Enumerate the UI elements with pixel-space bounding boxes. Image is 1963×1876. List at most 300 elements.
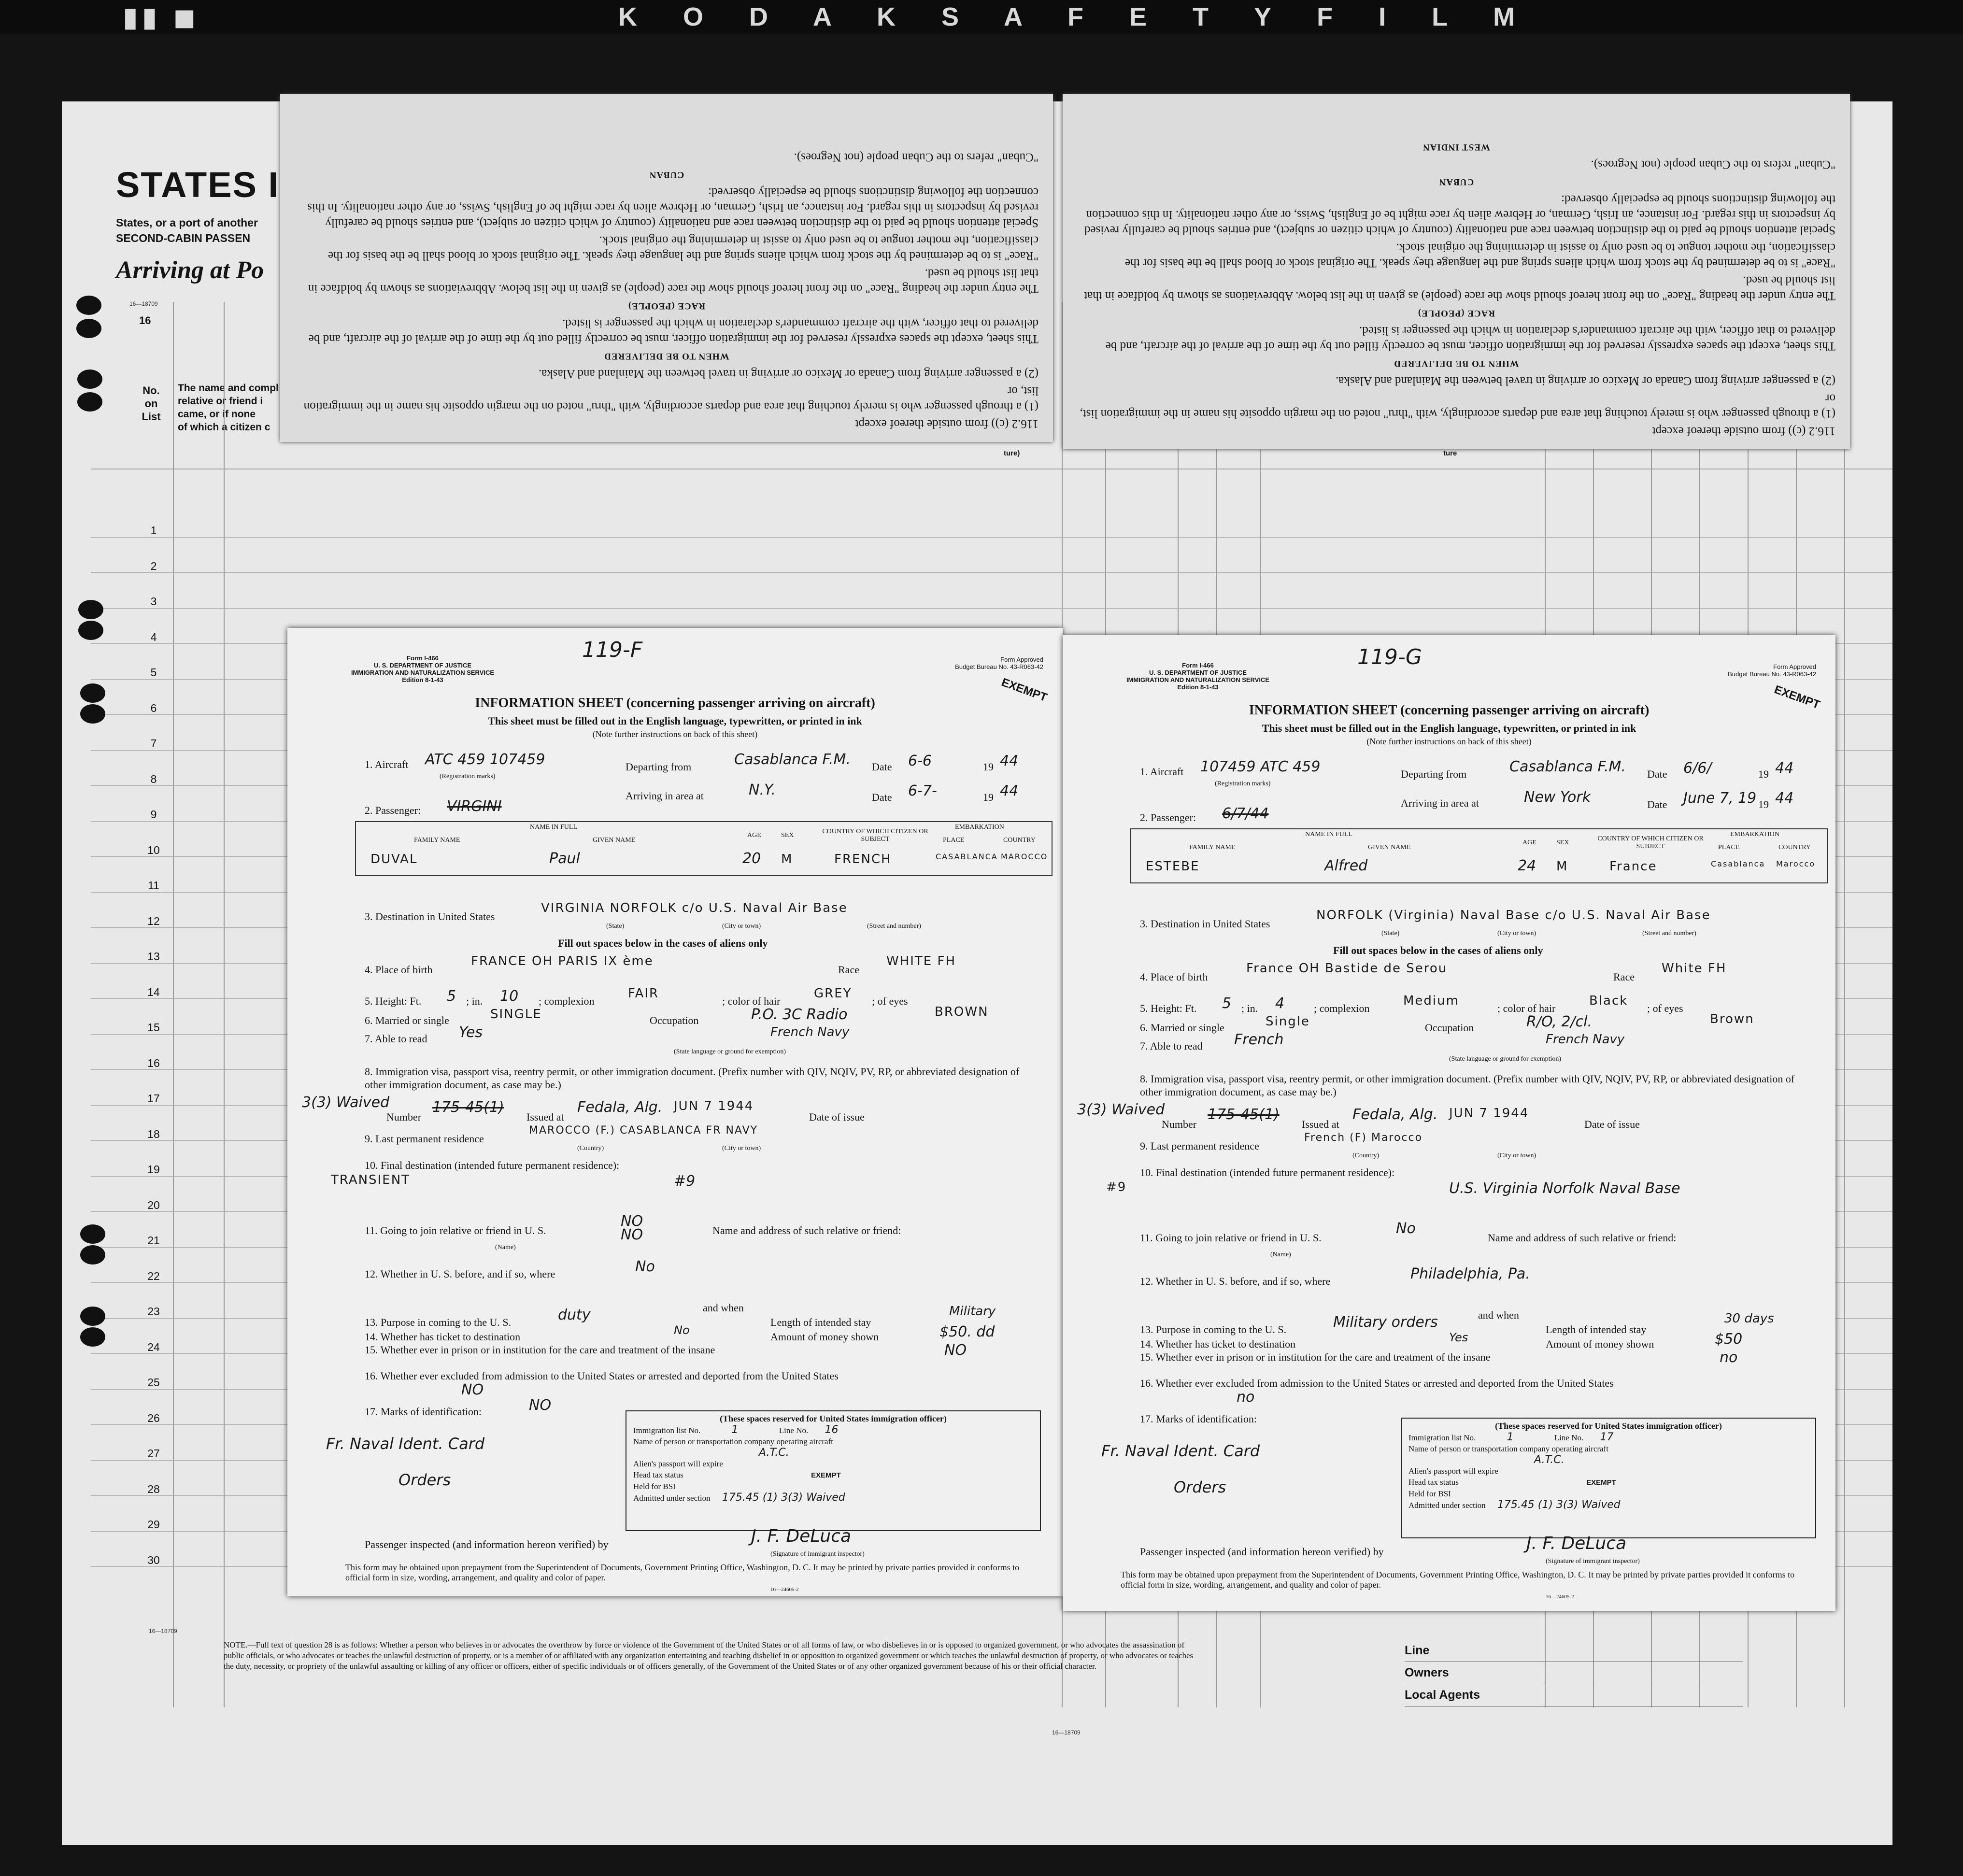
sheet-subtitle: This sheet must be filled out in the English language, typewritten, or printed in ink bbox=[1262, 722, 1636, 734]
punch-hole bbox=[80, 1327, 105, 1347]
row-number: 19 bbox=[147, 1163, 160, 1176]
flipped-instructions-left bbox=[280, 94, 1053, 442]
notice-text: (1) a through passenger who is merely touching that area and departs accordingly, with "thru" noted on the margin opposite his name in the immigration list, or bbox=[1080, 392, 1835, 420]
visa-date-stamp: JUN 7 1944 bbox=[1449, 1106, 1529, 1121]
visa-number-value: 175-45(1) bbox=[432, 1099, 504, 1116]
money-label: Amount of money shown bbox=[1546, 1338, 1654, 1350]
form-footer: This form may be obtained upon prepayment from the Superintendent of Documents, Government Printing Office, Washington, D. C. It may be printed by private parties provided it conforms to official form in size, wording, arrangement, and quality and color of paper. bbox=[1121, 1570, 1795, 1590]
registration-marks-caption: (Registration marks) bbox=[440, 773, 496, 780]
notice-heading: CUBAN bbox=[1438, 177, 1474, 187]
married-label: 6. Married or single bbox=[1140, 1022, 1224, 1034]
arriving-label: Arriving in area at bbox=[1401, 797, 1479, 809]
local-agents-field: Local Agents bbox=[1405, 1684, 1743, 1706]
marks-note: Orders bbox=[398, 1471, 451, 1489]
arrival-date: 6-7- bbox=[908, 782, 937, 799]
visa-margin-note: 3(3) Waived bbox=[302, 1094, 390, 1111]
column-header: ture bbox=[1443, 449, 1457, 457]
race-value: WHITE FH bbox=[886, 954, 956, 968]
ticket-value: No bbox=[674, 1323, 690, 1337]
row-number: 25 bbox=[147, 1376, 160, 1389]
column-header: ture) bbox=[1004, 449, 1020, 457]
age-value: 24 bbox=[1518, 857, 1536, 874]
row-line bbox=[91, 537, 1892, 538]
money-value: $50 bbox=[1715, 1331, 1743, 1348]
owners-block bbox=[1405, 1640, 1743, 1706]
sheet-number: 119-G bbox=[1357, 645, 1422, 669]
line-no-value: 16 bbox=[825, 1424, 839, 1436]
birthplace-value: France OH Bastide de Serou bbox=[1246, 961, 1448, 976]
excluded-value: no bbox=[1237, 1389, 1255, 1406]
us-before-value: Philadelphia, Pa. bbox=[1410, 1265, 1530, 1282]
embark-country-value: Marocco bbox=[1776, 859, 1816, 868]
footer-number: 16—24605-2 bbox=[770, 1587, 799, 1592]
immigration-officer-box bbox=[626, 1410, 1041, 1531]
question-28-note: NOTE.—Full text of question 28 is as follows: Whether a person who believes in or advocates the overthrow by force or violence of the Government of the United States or of all forms of law, or who disbelieves in or is opposed to organized government, or who advocates the assassination of public officials, or who advocates or teaches the unlawful destruction of property, or is a member of or affiliated with any organization entertaining and teaching disbelief in or opposition to organized government or which teaches the unlawful destruction of property, or who advocates or teaches the duty, necessity, or propriety of the unlawful assaulting or killing of any officer or officers, either of specific individuals or of officers generally, of the Government of the United States or of any other organized government because of his or their official character. bbox=[224, 1640, 1194, 1671]
prison-value: no bbox=[1720, 1349, 1738, 1366]
visa-margin-note: 3(3) Waived bbox=[1077, 1101, 1165, 1118]
row-number: 13 bbox=[147, 950, 160, 963]
notice-heading: WHEN TO BE DELIVERED bbox=[1394, 358, 1519, 369]
line-no-label: Line No. bbox=[1554, 1433, 1584, 1442]
form-header bbox=[1125, 662, 1270, 691]
row-number: 12 bbox=[147, 914, 160, 927]
excluded-value: NO bbox=[461, 1381, 484, 1398]
embark-place-value: Casablanca bbox=[1711, 859, 1765, 868]
caption-language: (State language or ground for exemption) bbox=[674, 1048, 786, 1055]
citizen-value: France bbox=[1609, 859, 1657, 874]
visa-number-label: Number bbox=[386, 1111, 422, 1123]
approval-block bbox=[1728, 663, 1816, 678]
purpose-value: duty bbox=[558, 1307, 591, 1323]
imm-list-label: Immigration list No. bbox=[1408, 1433, 1476, 1442]
destination-value: VIRGINIA NORFOLK c/o U.S. Naval Air Base bbox=[541, 901, 848, 915]
imm-list-label: Immigration list No. bbox=[633, 1426, 701, 1435]
bsi-label: Held for BSI bbox=[1408, 1489, 1451, 1498]
relative-label: 11. Going to join relative or friend in U. S. bbox=[365, 1224, 546, 1236]
budget-number: Budget Bureau No. 43-R063-42 bbox=[1728, 670, 1816, 678]
aliens-only-heading: Fill out spaces below in the cases of aliens only bbox=[1333, 944, 1543, 956]
given-name-header: GIVEN NAME bbox=[1368, 844, 1411, 851]
notice-text: "Cuban" refers to the Cuban people (not Negroes). bbox=[1591, 158, 1835, 171]
notice-text: 116.2 (c)) from outside thereof except bbox=[855, 417, 1038, 430]
notice-text: This sheet, except the spaces expressly reserved for the immigration officer, must be correctly filled out by the time of the arrival of the aircraft, and be delivered to that officer, with the aircraft commander's declaration in which the passenger is listed. bbox=[308, 317, 1038, 345]
punch-hole bbox=[80, 683, 105, 703]
year-prefix: 19 bbox=[983, 761, 994, 773]
notice-heading: RACE (PEOPLE) bbox=[1417, 308, 1495, 318]
embarkation-header: EMBARKATION bbox=[1730, 831, 1779, 838]
country-header: COUNTRY bbox=[1003, 837, 1036, 844]
arriving-value: New York bbox=[1524, 789, 1591, 806]
aircraft-label: 1. Aircraft bbox=[365, 758, 409, 770]
embarkation-header: EMBARKATION bbox=[955, 824, 1004, 831]
inspected-label: Passenger inspected (and information hereon verified) by bbox=[1140, 1546, 1384, 1558]
line-field: Line bbox=[1405, 1640, 1743, 1662]
name-in-full-header: NAME IN FULL bbox=[530, 824, 577, 831]
footer-number: 16—24605-2 bbox=[1546, 1594, 1574, 1600]
transport-value: A.T.C. bbox=[759, 1447, 789, 1459]
row-number: 8 bbox=[150, 772, 157, 785]
marks-note: Fr. Naval Ident. Card bbox=[326, 1435, 485, 1453]
head-tax-value: EXEMPT bbox=[1586, 1478, 1616, 1487]
residence-value: French (F) Marocco bbox=[1304, 1132, 1423, 1144]
passenger-note: 6/7/44 bbox=[1222, 805, 1269, 822]
row-number: 27 bbox=[147, 1447, 160, 1460]
final-dest-detail: #9 bbox=[674, 1173, 696, 1190]
final-dest-label: 10. Final destination (intended future permanent residence): bbox=[1140, 1166, 1395, 1179]
notice-heading: RACE (PEOPLE) bbox=[627, 301, 706, 311]
race-value: White FH bbox=[1662, 961, 1727, 976]
notice-heading: WHEN TO BE DELIVERED bbox=[604, 351, 729, 361]
imm-list-value: 1 bbox=[731, 1424, 739, 1436]
film-edge bbox=[0, 0, 1963, 34]
form-number: 16—18709 bbox=[1052, 1729, 1081, 1736]
service: IMMIGRATION AND NATURALIZATION SERVICE bbox=[351, 669, 495, 676]
sex-header: SEX bbox=[1556, 839, 1569, 846]
aircraft-value: ATC 459 107459 bbox=[425, 751, 545, 768]
age-header: AGE bbox=[747, 832, 761, 839]
read-value: French bbox=[1234, 1031, 1284, 1048]
eyes-value: Brown bbox=[1710, 1012, 1754, 1026]
caption-street: (Street and number) bbox=[867, 923, 921, 930]
height-in-value: 4 bbox=[1275, 995, 1285, 1012]
departing-value: Casablanca F.M. bbox=[734, 751, 851, 768]
reserved-title: (These spaces reserved for United States immigration officer) bbox=[720, 1414, 947, 1423]
visa-label: 8. Immigration visa, passport visa, reentry permit, or other immigration document. (Prefix number with QIV, NQIV, PV, RP, or abbreviated designation of other immigration document, as case may be.) bbox=[365, 1066, 1020, 1091]
hair-value: GREY bbox=[814, 986, 852, 1001]
row-number: 1 bbox=[150, 524, 157, 537]
arrival-year: 44 bbox=[1000, 782, 1019, 799]
signature-caption: (Signature of immigrant inspector) bbox=[770, 1550, 865, 1558]
line-no-label: Line No. bbox=[779, 1426, 809, 1435]
caption-country: (Country) bbox=[1352, 1152, 1380, 1159]
and-when-label: and when bbox=[703, 1302, 744, 1314]
relative-name-label: Name and address of such relative or friend: bbox=[712, 1224, 901, 1236]
punch-hole bbox=[80, 1307, 105, 1326]
prison-label: 15. Whether ever in prison or in institution for the care and treatment of the insane bbox=[365, 1344, 715, 1356]
given-name-value: Alfred bbox=[1324, 857, 1368, 874]
aircraft-value: 107459 ATC 459 bbox=[1200, 758, 1321, 775]
row-number: 14 bbox=[147, 985, 160, 998]
form-number: 16—18709 bbox=[129, 300, 158, 307]
height-ft-value: 5 bbox=[1222, 995, 1232, 1012]
row-number: 4 bbox=[150, 630, 157, 643]
manifest-subtitle bbox=[116, 215, 258, 246]
hair-label: ; color of hair bbox=[722, 995, 781, 1007]
issued-at-value: Fedala, Alg. bbox=[1352, 1106, 1438, 1123]
caption-state: (State) bbox=[606, 923, 625, 930]
department: U. S. DEPARTMENT OF JUSTICE bbox=[1149, 669, 1247, 676]
year-prefix: 19 bbox=[1758, 798, 1769, 810]
row-number: 11 bbox=[148, 879, 159, 892]
eyes-label: ; of eyes bbox=[1647, 1002, 1683, 1014]
excluded-label: 16. Whether ever excluded from admission to the United States or arrested and deported from the United States bbox=[1140, 1377, 1614, 1389]
occupation-value: R/O, 2/cl. bbox=[1526, 1013, 1592, 1030]
us-before-label: 12. Whether in U. S. before, and if so, where bbox=[365, 1268, 555, 1280]
caption-street: (Street and number) bbox=[1642, 930, 1696, 937]
row-number: 6 bbox=[150, 701, 157, 714]
issued-at-value: Fedala, Alg. bbox=[577, 1099, 663, 1116]
family-name-header: FAMILY NAME bbox=[1189, 844, 1236, 851]
citizen-value: FRENCH bbox=[834, 852, 892, 867]
read-value: Yes bbox=[459, 1024, 483, 1041]
film-marks: ▮▮ ◼ bbox=[123, 3, 200, 32]
punch-hole bbox=[76, 296, 101, 315]
caption-country: (Country) bbox=[577, 1145, 604, 1152]
complexion-value: Medium bbox=[1403, 994, 1459, 1008]
height-label: 5. Height: Ft. bbox=[365, 995, 422, 1007]
purpose-value: Military orders bbox=[1333, 1314, 1438, 1331]
approval-block bbox=[955, 656, 1043, 670]
row-number: 5 bbox=[150, 666, 157, 679]
departure-year: 44 bbox=[1000, 753, 1019, 769]
sex-header: SEX bbox=[781, 832, 794, 839]
ticket-label: 14. Whether has ticket to destination bbox=[365, 1331, 521, 1343]
punch-hole bbox=[80, 704, 105, 724]
form-approved: Form Approved bbox=[1773, 663, 1816, 670]
caption-name: (Name) bbox=[1270, 1251, 1291, 1258]
department: U. S. DEPARTMENT OF JUSTICE bbox=[374, 662, 471, 669]
notice-text: This sheet, except the spaces expressly reserved for the immigration officer, must be correctly filled out by the time of the arrival of the aircraft, and be delivered to that officer, with the aircraft commander's declaration in which the passenger is listed. bbox=[1105, 324, 1835, 353]
prison-value: NO bbox=[944, 1342, 967, 1359]
notice-text: The entry under the heading "Race" on the front hereof should show the race (people) as given in the list below. Abbreviations as shown by boldface in that list should be used. bbox=[1084, 274, 1835, 302]
prison-label: 15. Whether ever in prison or in institution for the care and treatment of the insane bbox=[1140, 1351, 1491, 1363]
occupation-value: P.O. 3C Radio bbox=[751, 1006, 848, 1023]
form-footer: This form may be obtained upon prepayment from the Superintendent of Documents, Government Printing Office, Washington, D. C. It may be printed by private parties provided it conforms to official form in size, wording, arrangement, and quality and color of paper. bbox=[345, 1563, 1020, 1582]
age-header: AGE bbox=[1522, 839, 1536, 846]
final-dest-detail: U.S. Virginia Norfolk Naval Base bbox=[1449, 1180, 1680, 1197]
flipped-instructions-right bbox=[1063, 94, 1850, 449]
passenger-label: 2. Passenger: bbox=[365, 804, 421, 816]
manifest-title: STATES I bbox=[116, 165, 280, 205]
arriving-value: N.Y. bbox=[749, 782, 776, 798]
film-edge-text: K O D A K S A F E T Y F I L M bbox=[618, 2, 1535, 31]
immigration-officer-box bbox=[1401, 1418, 1816, 1538]
final-dest-label: 10. Final destination (intended future permanent residence): bbox=[365, 1159, 620, 1171]
departure-date: 6-6 bbox=[908, 753, 932, 769]
final-dest-value: TRANSIENT bbox=[331, 1173, 411, 1187]
date-label: Date bbox=[872, 761, 892, 773]
head-tax-label: Head tax status bbox=[1408, 1478, 1459, 1487]
us-before-label: 12. Whether in U. S. before, and if so, where bbox=[1140, 1275, 1331, 1287]
caption-city: (City or town) bbox=[1497, 930, 1536, 937]
length-label: Length of intended stay bbox=[770, 1316, 871, 1328]
sex-value: M bbox=[781, 852, 793, 867]
and-when-label: and when bbox=[1478, 1309, 1519, 1321]
notice-text: 116.2 (c)) from outside thereof except bbox=[1652, 425, 1835, 438]
signature-caption: (Signature of immigrant inspector) bbox=[1546, 1558, 1640, 1565]
arriving-label: Arriving in area at bbox=[626, 790, 704, 802]
admitted-label: Admitted under section bbox=[633, 1493, 711, 1503]
money-value: $50. dd bbox=[939, 1323, 995, 1340]
issued-at-label: Issued at bbox=[1302, 1118, 1339, 1130]
name-in-full-header: NAME IN FULL bbox=[1305, 831, 1352, 838]
form-id: Form I-466 bbox=[407, 654, 439, 662]
row-number: 18 bbox=[147, 1127, 160, 1140]
married-value: SINGLE bbox=[490, 1007, 542, 1022]
edition: Edition 8-1-43 bbox=[1177, 683, 1219, 691]
date-issue-label: Date of issue bbox=[1584, 1118, 1640, 1130]
passport-exp-label: Alien's passport will expire bbox=[1408, 1466, 1498, 1476]
sheet-number: 119-F bbox=[582, 638, 643, 662]
column-no-on-list: No. on List bbox=[142, 384, 161, 423]
notice-heading: WEST INDIAN bbox=[1422, 142, 1490, 152]
relative-label: 11. Going to join relative or friend in U. S. bbox=[1140, 1232, 1322, 1244]
exempt-stamp: EXEMPT bbox=[1772, 682, 1822, 712]
date-label: Date bbox=[1647, 768, 1667, 780]
date-label: Date bbox=[1647, 798, 1667, 810]
place-header: PLACE bbox=[943, 837, 965, 844]
notice-text: (2) a passenger arriving from Canada or Mexico or arriving in travel between the Mainland and Alaska. bbox=[538, 367, 1038, 380]
marks-value: NO bbox=[529, 1397, 552, 1414]
admitted-label: Admitted under section bbox=[1408, 1501, 1486, 1510]
caption-city: (City or town) bbox=[722, 1145, 761, 1152]
punch-hole bbox=[78, 600, 103, 619]
complexion-label: ; complexion bbox=[539, 995, 595, 1007]
family-name-header: FAMILY NAME bbox=[414, 837, 460, 844]
row-number: 17 bbox=[147, 1092, 160, 1105]
passenger-label: 2. Passenger: bbox=[1140, 811, 1196, 824]
passport-exp-label: Alien's passport will expire bbox=[633, 1459, 723, 1468]
column-16: 16 bbox=[139, 314, 151, 327]
hair-value: Black bbox=[1589, 994, 1628, 1008]
read-language-value: French Navy bbox=[1546, 1032, 1625, 1047]
transport-label: Name of person or transportation company operating aircraft bbox=[633, 1437, 833, 1446]
visa-label: 8. Immigration visa, passport visa, reentry permit, or other immigration document. (Prefix number with QIV, NQIV, PV, RP, or abbreviated designation of other immigration document, as case may be.) bbox=[1140, 1073, 1795, 1098]
notice-text: Special attention should be paid to the distinction between race and nationality (country of which citizen or subject), and entries should be carefully revised by inspectors in this regard. For instance, an Irish, German, or Hebrew alien by race might be of English, Swiss, or any other nationality. In this connection the following distinctions should be especially observed: bbox=[1084, 193, 1835, 237]
head-tax-label: Head tax status bbox=[633, 1470, 683, 1479]
departing-value: Casablanca F.M. bbox=[1509, 758, 1626, 775]
length-value: Military bbox=[949, 1304, 996, 1319]
form-id: Form I-466 bbox=[1182, 662, 1214, 669]
bsi-label: Held for BSI bbox=[633, 1482, 676, 1491]
inches-label: ; in. bbox=[466, 995, 483, 1007]
aircraft-label: 1. Aircraft bbox=[1140, 766, 1184, 778]
destination-label: 3. Destination in United States bbox=[365, 910, 495, 923]
line-no-value: 17 bbox=[1600, 1431, 1614, 1443]
occupation-label: Occupation bbox=[1425, 1022, 1474, 1034]
money-label: Amount of money shown bbox=[770, 1331, 879, 1343]
name-table bbox=[1130, 828, 1828, 883]
length-label: Length of intended stay bbox=[1546, 1323, 1647, 1336]
inspected-label: Passenger inspected (and information hereon verified) by bbox=[365, 1538, 609, 1550]
form-approved: Form Approved bbox=[1000, 656, 1043, 663]
year-prefix: 19 bbox=[1758, 768, 1769, 780]
manifest-subtitle-line: SECOND-CABIN PASSEN bbox=[116, 232, 251, 244]
purpose-label: 13. Purpose in coming to the U. S. bbox=[1140, 1323, 1287, 1336]
race-label: Race bbox=[838, 964, 859, 976]
row-number: 9 bbox=[150, 808, 157, 821]
departure-year: 44 bbox=[1775, 760, 1794, 777]
final-dest-value: #9 bbox=[1106, 1180, 1127, 1194]
issued-at-label: Issued at bbox=[526, 1111, 564, 1123]
form-number: 16—18709 bbox=[149, 1628, 177, 1634]
marks-label: 17. Marks of identification: bbox=[365, 1406, 482, 1418]
place-header: PLACE bbox=[1718, 844, 1740, 851]
caption-state: (State) bbox=[1381, 930, 1400, 937]
date-issue-label: Date of issue bbox=[809, 1111, 865, 1123]
birthplace-value: FRANCE OH PARIS IX ème bbox=[471, 954, 654, 968]
transport-label: Name of person or transportation company operating aircraft bbox=[1408, 1444, 1608, 1453]
notice-text: The entry under the heading "Race" on the front hereof should show the race (people) as given in the list below. Abbreviations as shown by boldface in that list should be used. bbox=[308, 267, 1038, 295]
sheet-subtitle: This sheet must be filled out in the English language, typewritten, or printed in ink bbox=[488, 715, 862, 727]
service: IMMIGRATION AND NATURALIZATION SERVICE bbox=[1126, 676, 1270, 683]
row-line bbox=[91, 608, 1892, 609]
hair-label: ; color of hair bbox=[1497, 1002, 1556, 1014]
relative-value: NO NO bbox=[621, 1213, 643, 1243]
caption-name: (Name) bbox=[495, 1244, 516, 1251]
birthplace-label: 4. Place of birth bbox=[1140, 971, 1208, 983]
height-ft-value: 5 bbox=[447, 988, 456, 1005]
relative-name-label: Name and address of such relative or friend: bbox=[1488, 1232, 1677, 1244]
transport-value: A.T.C. bbox=[1534, 1454, 1565, 1466]
reserved-title: (These spaces reserved for United States immigration officer) bbox=[1495, 1421, 1722, 1431]
notice-text: (2) a passenger arriving from Canada or Mexico or arriving in travel between the Mainland and Alaska. bbox=[1335, 374, 1835, 387]
manifest-arriving: Arriving at Po bbox=[116, 256, 264, 284]
visa-number-label: Number bbox=[1162, 1118, 1197, 1130]
notice-text: (1) a through passenger who is merely touching that area and departs accordingly, with "thru" noted on the margin opposite his name in the immigration list, or bbox=[303, 384, 1038, 413]
budget-number: Budget Bureau No. 43-R063-42 bbox=[955, 663, 1043, 670]
row-number: 10 bbox=[147, 843, 160, 856]
row-number: 22 bbox=[147, 1269, 160, 1282]
given-name-value: Paul bbox=[549, 850, 580, 867]
punch-hole bbox=[80, 1245, 105, 1265]
married-label: 6. Married or single bbox=[365, 1014, 449, 1026]
family-name-value: ESTEBE bbox=[1146, 859, 1200, 874]
punch-hole bbox=[77, 370, 102, 389]
punch-hole bbox=[80, 1224, 105, 1244]
admitted-value: 175.45 (1) 3(3) Waived bbox=[1497, 1499, 1621, 1511]
age-value: 20 bbox=[742, 850, 761, 867]
occupation-label: Occupation bbox=[650, 1014, 699, 1026]
departure-date: 6/6/ bbox=[1683, 760, 1712, 777]
notice-text: "Race" is to be determined by the stock from which aliens spring and the language they speak. The original stock or blood shall be the basis for the classification, the mother tongue to be used only to assist in determining the original stock. bbox=[1125, 241, 1835, 270]
notice-text: "Cuban" refers to the Cuban people (not Negroes). bbox=[794, 151, 1038, 164]
ticket-value: Yes bbox=[1449, 1331, 1468, 1344]
relative-value: No bbox=[1396, 1220, 1416, 1237]
notice-heading: CUBAN bbox=[649, 170, 684, 180]
given-name-header: GIVEN NAME bbox=[593, 837, 636, 844]
row-number: 20 bbox=[147, 1198, 160, 1211]
name-table bbox=[355, 821, 1053, 876]
purpose-label: 13. Purpose in coming to the U. S. bbox=[365, 1316, 512, 1328]
complexion-label: ; complexion bbox=[1314, 1002, 1370, 1014]
destination-value: NORFOLK (Virginia) Naval Base c/o U.S. Naval Air Base bbox=[1316, 908, 1711, 923]
married-value: Single bbox=[1266, 1014, 1310, 1029]
family-name-value: DUVAL bbox=[370, 852, 418, 867]
embark-place-value: CASABLANCA bbox=[936, 852, 998, 861]
inspector-signature: J. F. DeLuca bbox=[751, 1526, 852, 1546]
row-line bbox=[91, 572, 1892, 573]
sheet-title: INFORMATION SHEET (concerning passenger arriving on aircraft) bbox=[1249, 703, 1650, 718]
sheet-note: (Note further instructions on back of this sheet) bbox=[592, 729, 758, 739]
marks-note: Fr. Naval Ident. Card bbox=[1101, 1442, 1260, 1460]
sheet-note: (Note further instructions on back of this sheet) bbox=[1366, 737, 1532, 746]
eyes-value: BROWN bbox=[935, 1005, 989, 1019]
caption-city: (City or town) bbox=[722, 923, 761, 930]
inches-label: ; in. bbox=[1241, 1002, 1258, 1014]
row-number: 28 bbox=[147, 1482, 160, 1495]
read-language-value: French Navy bbox=[770, 1025, 850, 1039]
visa-number-value: 175-45(1) bbox=[1208, 1106, 1280, 1123]
arrival-year: 44 bbox=[1775, 790, 1794, 807]
year-prefix: 19 bbox=[983, 791, 994, 803]
row-number: 26 bbox=[147, 1411, 160, 1424]
aliens-only-heading: Fill out spaces below in the cases of aliens only bbox=[558, 937, 768, 949]
row-number: 23 bbox=[147, 1305, 160, 1318]
complexion-value: FAIR bbox=[628, 986, 659, 1001]
head-tax-value: EXEMPT bbox=[811, 1471, 841, 1479]
information-sheet-119-f bbox=[287, 628, 1063, 1596]
